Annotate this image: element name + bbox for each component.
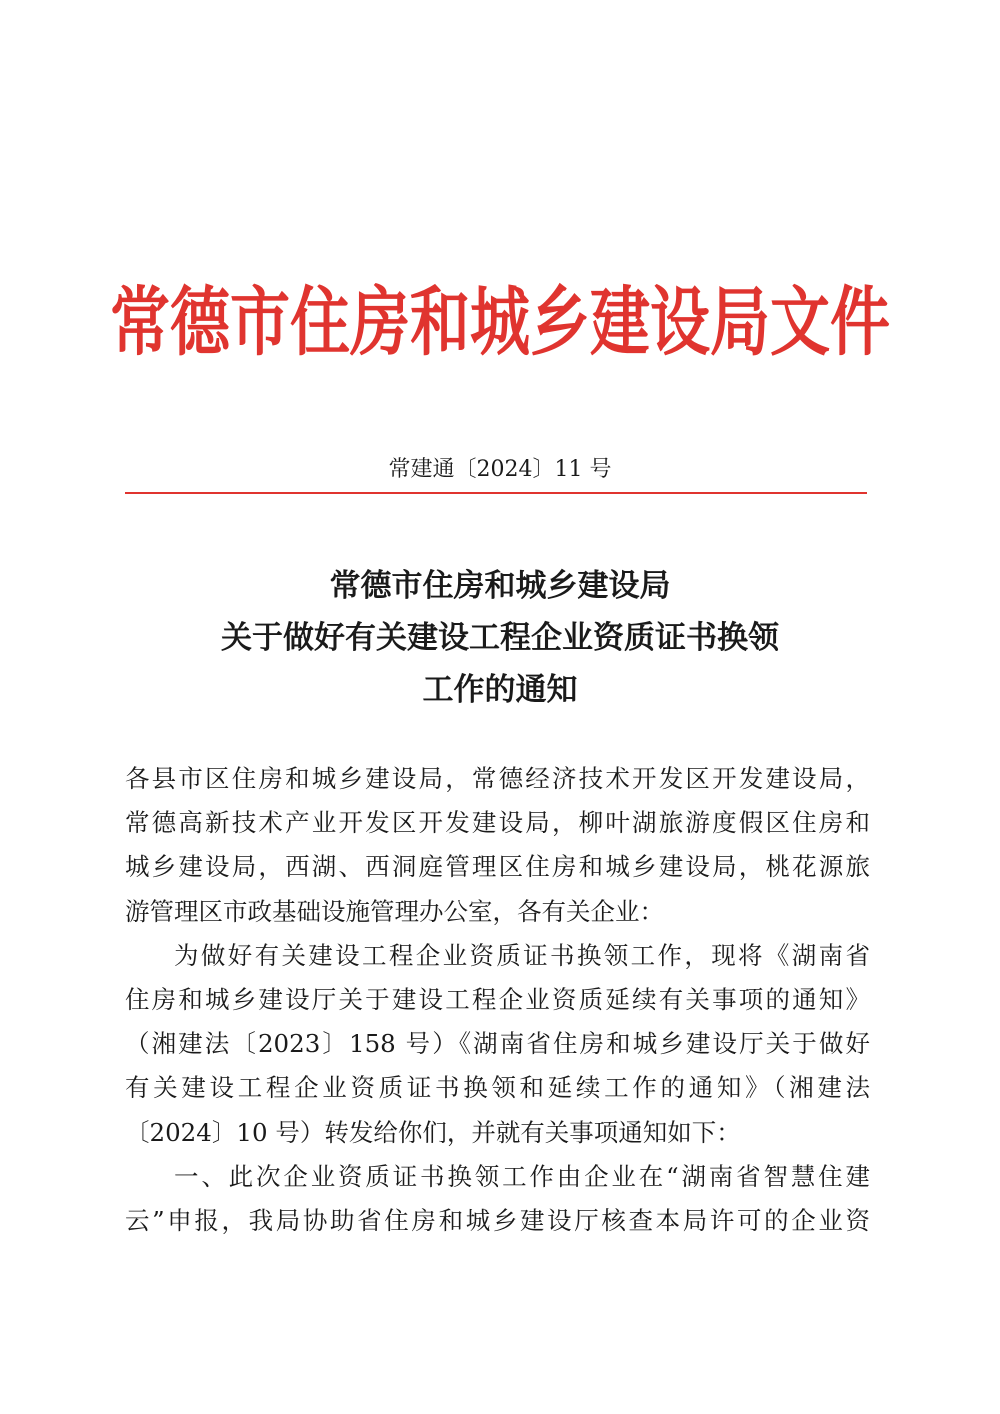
addressee-line: 各县市区住房和城乡建设局，常德经济技术开发区开发建设局， — [125, 764, 870, 793]
body-text — [125, 757, 870, 1243]
paragraph-line: 一、此次企业资质证书换领工作由企业在“湖南省智慧住建 — [174, 1161, 870, 1191]
paragraph-line: 云”申报，我局协助省住房和城乡建设厅核查本局许可的企业资 — [125, 1206, 870, 1236]
paragraph-line: 为做好有关建设工程企业资质证书换领工作，现将《湖南省 — [174, 940, 870, 970]
paragraph-line: （湘建法〔2023〕158 号）《湖南省住房和城乡建设厅关于做好 — [125, 1029, 870, 1059]
agency-document-title: 常德市住房和城乡建设局文件 — [110, 279, 890, 367]
notice-title-line: 常德市住房和城乡建设局 — [329, 568, 671, 604]
addressee-line: 游管理区市政基础设施管理办公室，各有关企业： — [125, 896, 664, 926]
paragraph-line: 〔2024〕10 号）转发给你们，并就有关事项通知如下： — [125, 1117, 741, 1147]
notice-title-line: 工作的通知 — [422, 672, 578, 708]
paragraph-line: 有关建设工程企业资质证书换领和延续工作的通知》（湘建法 — [125, 1073, 870, 1103]
document-number: 常建通〔2024〕11 号 — [388, 457, 612, 482]
paragraph-line: 住房和城乡建设厅关于建设工程企业资质延续有关事项的通知》 — [125, 985, 870, 1015]
red-divider-rule — [125, 492, 867, 494]
addressee-line: 常德高新技术产业开发区开发建设局，柳叶湖旅游度假区住房和 — [125, 808, 870, 838]
addressee-line: 城乡建设局，西湖、西洞庭管理区住房和城乡建设局，桃花源旅 — [125, 852, 870, 882]
notice-title-line: 关于做好有关建设工程企业资质证书换领 — [221, 620, 779, 656]
notice-title — [0, 560, 1000, 716]
